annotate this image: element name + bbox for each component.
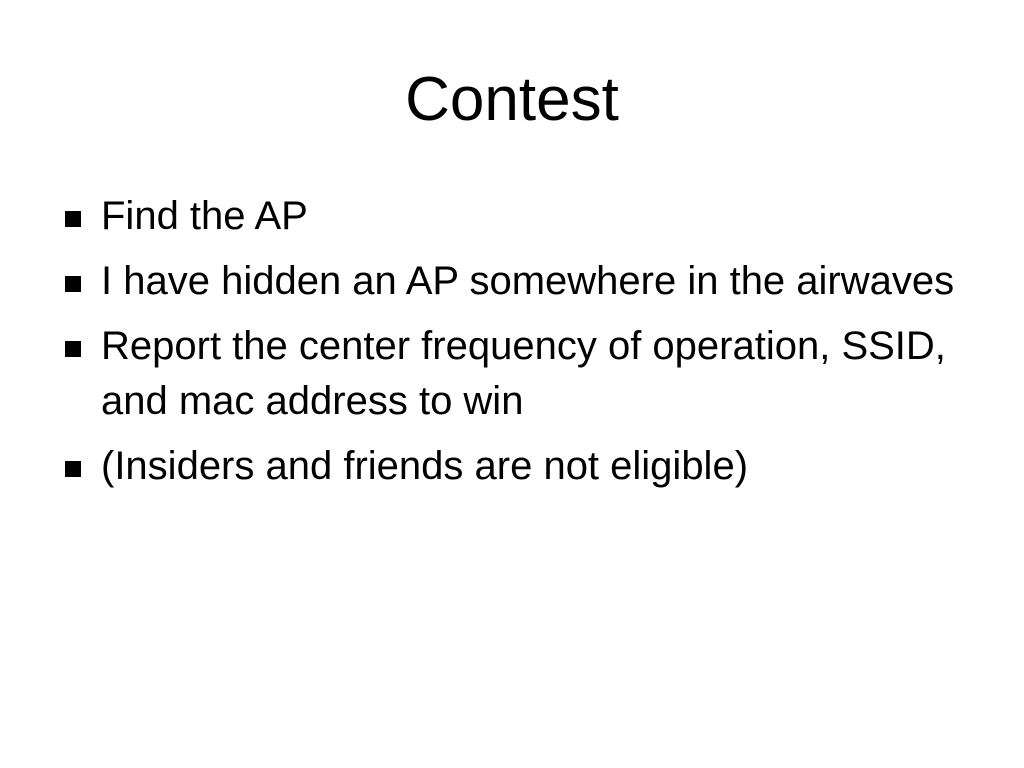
slide-title: Contest [405, 65, 619, 134]
bullet-text: (Insiders and friends are not eligible) [101, 444, 749, 488]
square-bullet-icon [65, 211, 81, 227]
bullet-item [60, 254, 980, 309]
bullet-list [60, 189, 980, 504]
bullet-text: Find the AP [101, 194, 308, 238]
square-bullet-icon [65, 276, 81, 292]
bullet-text: Report the center frequency of operation, SSID, and mac address to win [101, 324, 946, 423]
bullet-item [60, 439, 980, 494]
bullet-item [60, 319, 980, 429]
bullet-text: I have hidden an AP somewhere in the airwaves [101, 259, 955, 303]
square-bullet-icon [65, 341, 81, 357]
square-bullet-icon [65, 461, 81, 477]
bullet-item [60, 189, 980, 244]
